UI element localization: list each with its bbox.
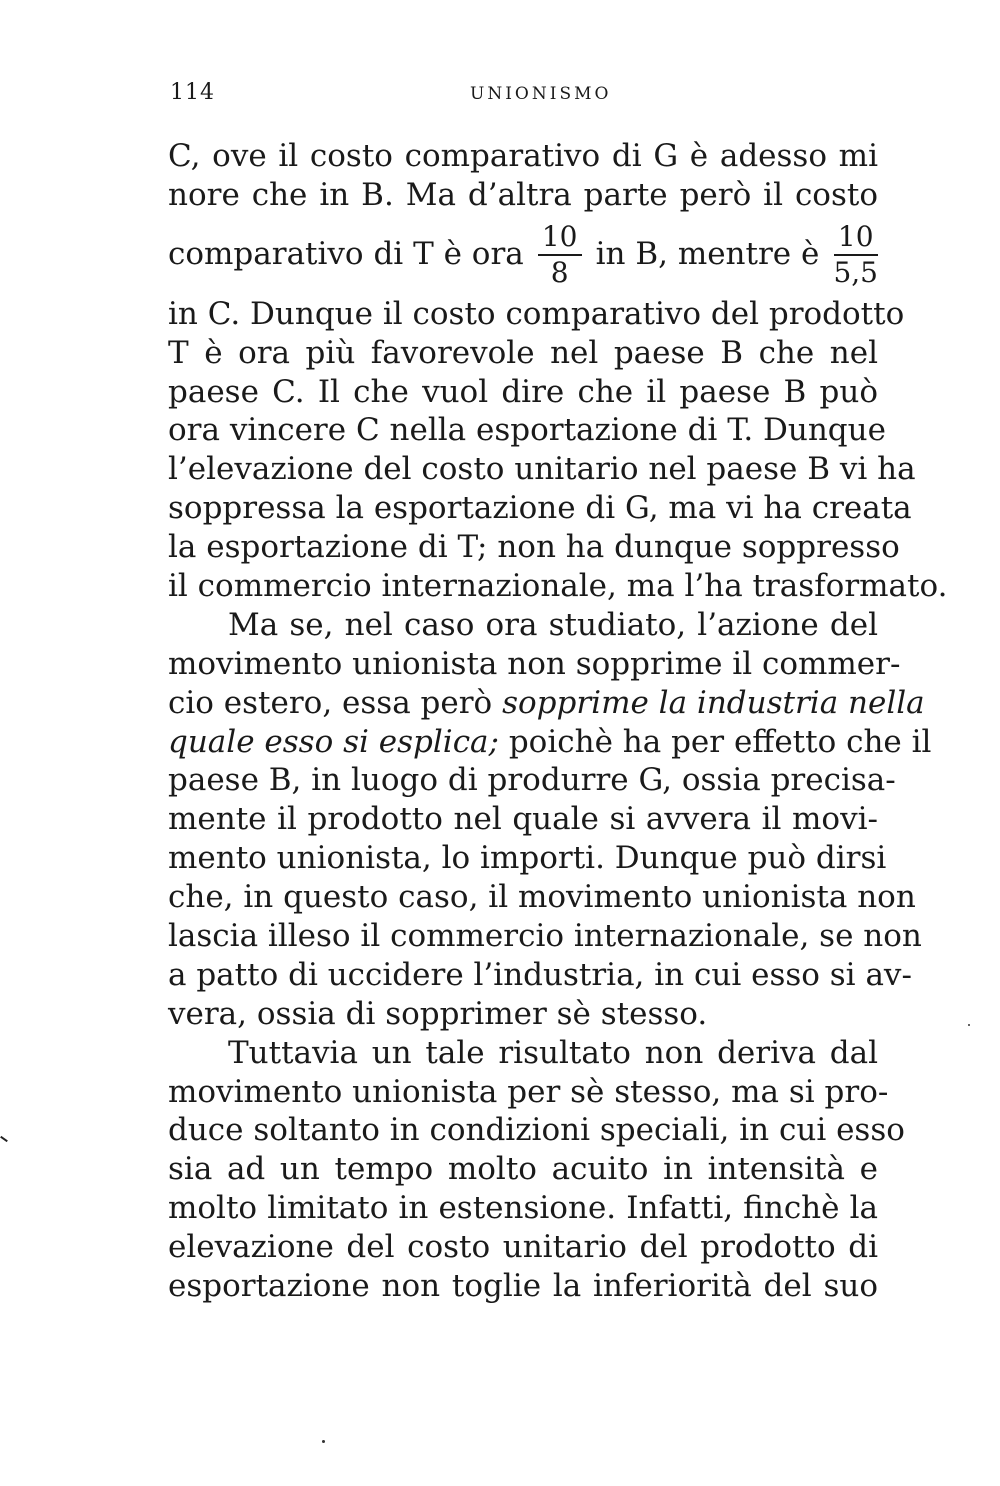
line-text: C, ove il costo comparativo di G è adesso mi [168,138,878,174]
text-line [168,373,878,412]
text-line [168,1073,889,1112]
text-line [168,334,878,373]
line-text: elevazione del costo unitario del prodotto di [168,1229,878,1266]
text-line [168,1267,878,1306]
line-text: l’elevazione del costo unitario nel paese B vi ha [168,451,916,488]
line-text: molto limitato in estensione. Infatti, finchè la [168,1190,878,1227]
page-number: 114 [170,80,215,105]
text-line [168,684,925,723]
text-line [168,761,896,800]
line-text: T è ora più favorevole nel paese B che nel [168,334,878,371]
body-text [168,137,948,1306]
fraction-denominator: 8 [550,255,569,289]
line-text: duce soltanto in condizioni speciali, in cui esso [168,1112,905,1149]
line-text: sia ad un tempo molto acuito in intensità e [168,1151,878,1188]
line-text-roman: poichè ha per effetto che il [498,723,932,760]
line-text: in C. Dunque il costo comparativo del prodotto [168,295,905,332]
fraction-ten-over-five-five [833,219,878,289]
text-line [168,137,878,176]
fraction-numerator: 10 [538,223,582,256]
fraction-ten-over-eight [538,219,582,289]
formula-line [168,215,878,295]
formula-text-before: comparativo di T è ora [168,236,524,273]
line-text: mente il prodotto nel quale si avvera il movi- [168,801,878,838]
text-line [168,839,887,878]
text-line [168,917,922,956]
line-text: che, in questo caso, il movimento unionista non [168,879,916,916]
text-line [168,1150,878,1189]
line-text: a patto di uccidere l’industria, in cui esso si av- [168,956,912,993]
line-text: soppressa la esportazione di G, ma vi ha creata [168,490,912,527]
paper-speck [322,1440,325,1443]
line-text: Tuttavia un tale risultato non deriva dal [228,1034,878,1071]
text-line [168,411,886,450]
line-text: paese C. Il che vuol dire che il paese B può [168,373,878,410]
line-text-roman: cio estero, essa però [168,684,503,721]
line-text: mento unionista, lo importi. Dunque può dirsi [168,840,887,877]
line-text: la esportazione di T; non ha dunque soppresso [168,529,900,566]
running-title: UNIONISMO [470,84,612,104]
line-text: lascia illeso il commercio internazionale, se non [168,918,922,955]
paragraph-start-line [168,606,878,645]
text-line [168,1228,878,1267]
text-line [168,956,912,995]
text-line [168,800,878,839]
text-line [168,723,932,762]
text-line [168,645,901,684]
line-text [168,684,925,723]
line-text: esportazione non toglie la inferiorità del suo [168,1268,878,1305]
paper-speck [968,1024,970,1026]
text-line [168,176,878,215]
italic-emphasis: quale esso si esplica; [168,723,499,760]
text-line [168,1111,905,1150]
fraction-denominator: 5,5 [833,255,878,289]
text-line [168,528,900,567]
text-line [168,1189,878,1228]
line-text: ora vincere C nella esportazione di T. Dunque [168,412,886,449]
fraction-numerator: 10 [834,223,878,256]
margin-mark [0,1136,8,1142]
line-text: movimento unionista non sopprime il commer- [168,645,901,682]
line-text: nore che in B. Ma d’altra parte però il costo [168,176,878,213]
italic-emphasis: sopprime la industria nella [502,684,925,721]
text-line [168,450,916,489]
text-line [168,878,916,917]
formula-text-middle: in B, mentre è [595,236,820,273]
text-line [168,489,912,528]
line-text: Ma se, nel caso ora studiato, l’azione del [228,606,878,643]
line-text: vera, ossia di sopprimer sè stesso. [168,995,708,1032]
text-line [168,295,905,334]
paragraph-end-line [168,995,878,1034]
line-text: paese B, in luogo di produrre G, ossia precisa- [168,762,896,799]
line-text: il commercio internazionale, ma l’ha trasformato. [168,568,948,605]
text-line [168,567,948,606]
line-text: movimento unionista per sè stesso, ma si pro- [168,1073,889,1110]
paragraph-start-line [168,1034,878,1073]
line-text [168,723,932,762]
